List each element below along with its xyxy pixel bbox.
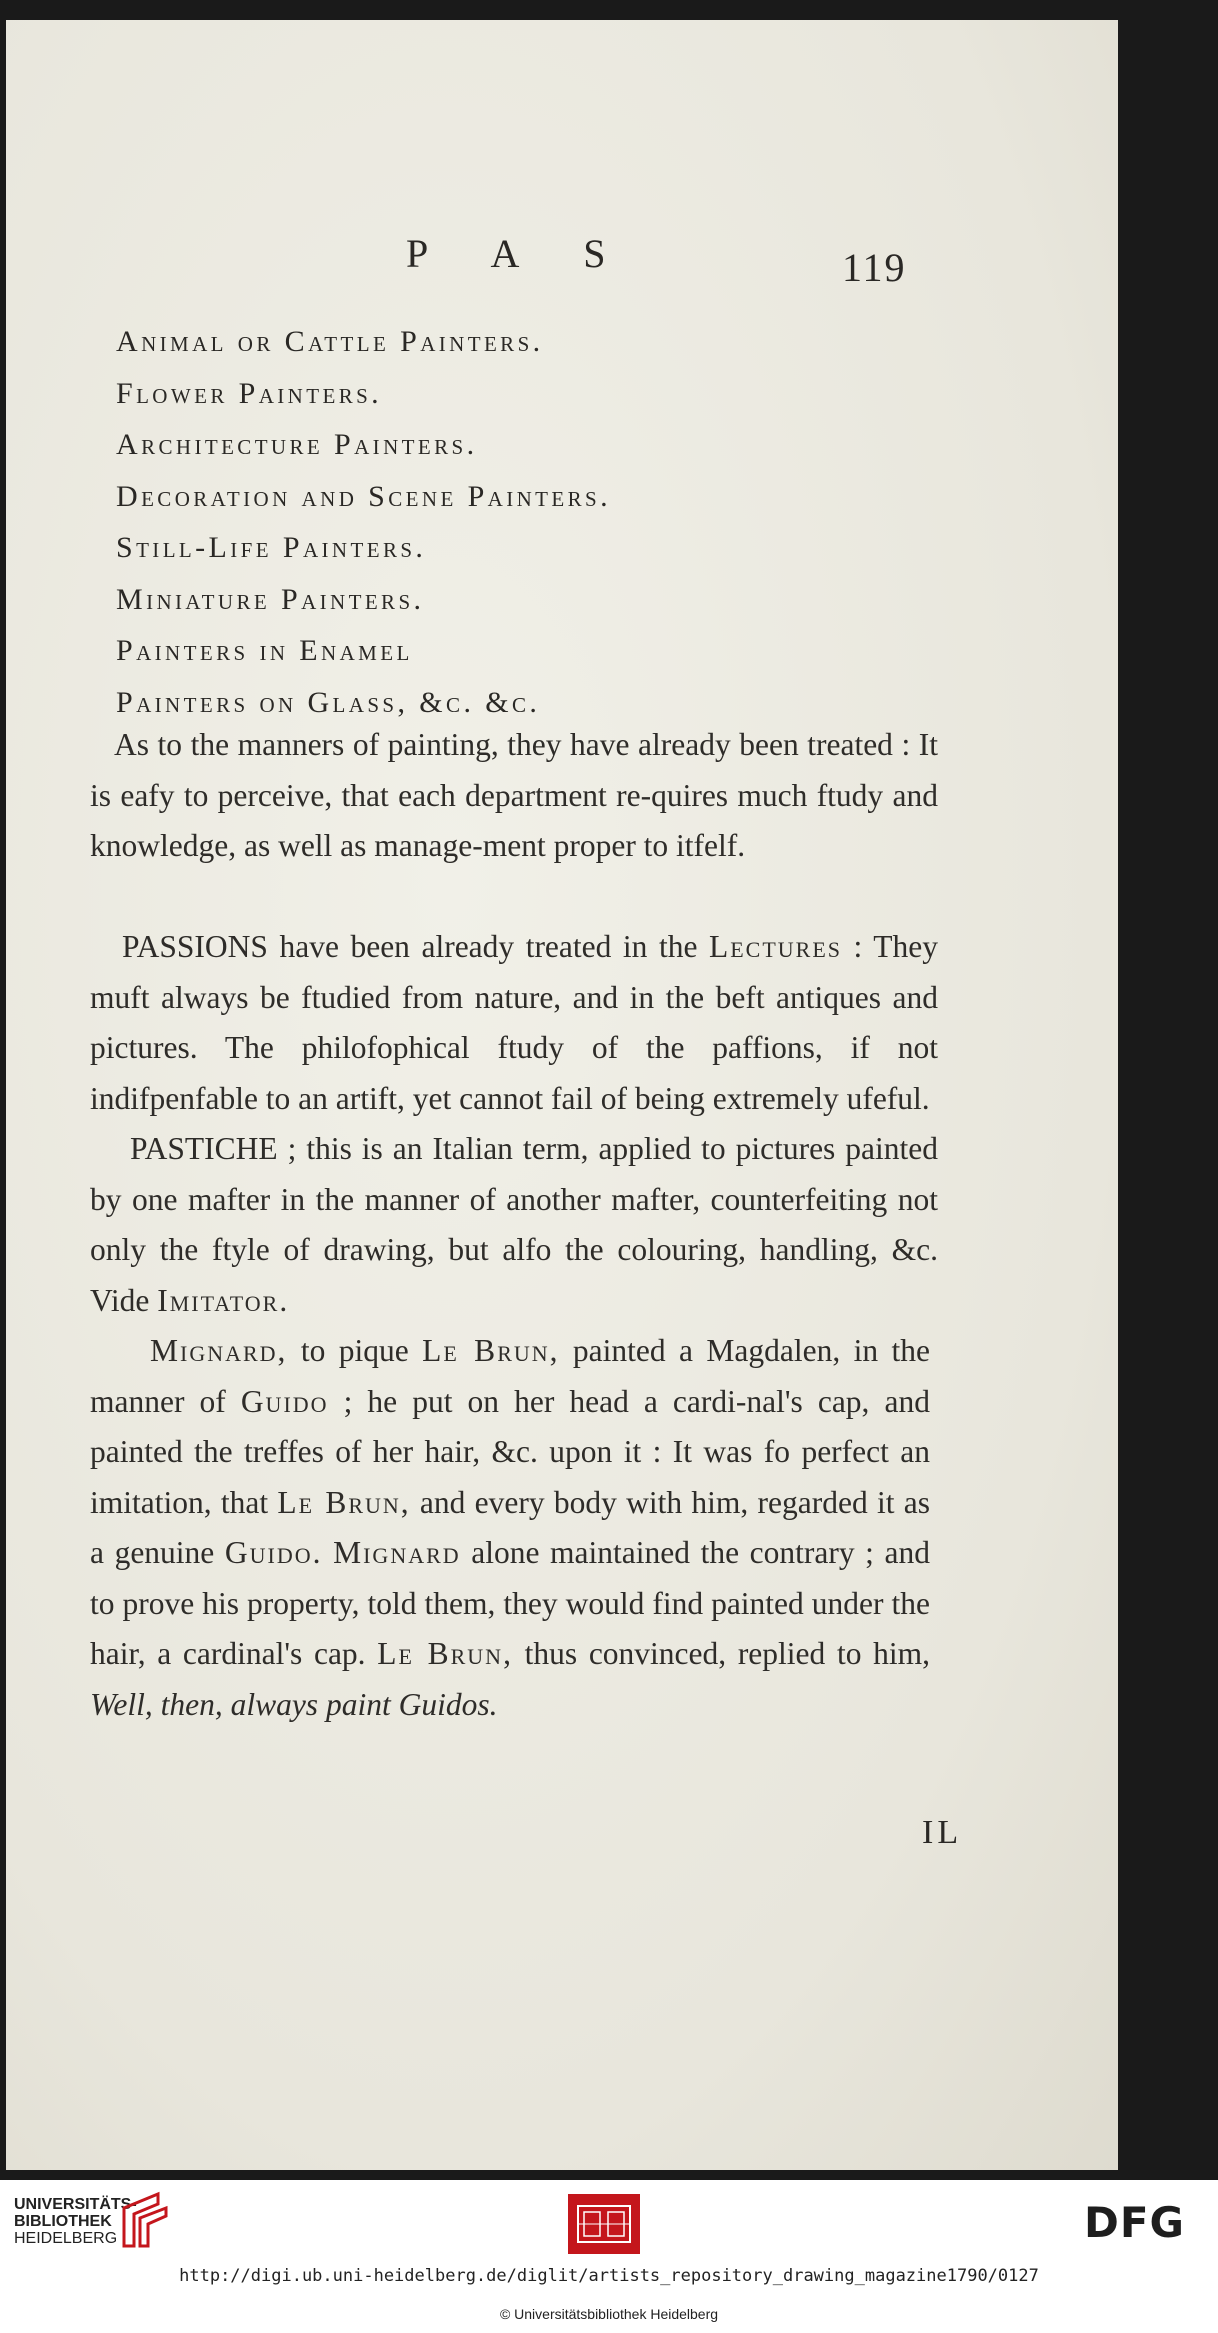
running-head: P A S [406, 231, 634, 276]
list-item: Decoration and Scene Painters. [116, 479, 612, 513]
collection-badge-icon[interactable] [568, 2194, 640, 2254]
person-name: Guido. [224, 1535, 323, 1570]
quotation: Well, then, always paint Guidos. [90, 1686, 498, 1722]
list-item: Still-Life Painters. [116, 531, 427, 564]
dfg-logo[interactable]: DFG [1084, 2198, 1186, 2247]
book-page [6, 20, 1118, 2170]
library-emblem-icon [118, 2190, 172, 2250]
logo-line: UNIVERSITÄTS- [14, 2196, 137, 2213]
paragraph-text: and every body with him, regarded it as a genuine [90, 1484, 931, 1570]
copyright-notice: © Universitätsbibliothek Heidelberg [499, 2306, 719, 2322]
list-item: Painters on Glass, &c. &c. [116, 685, 541, 719]
paragraph-text: to pique [287, 1333, 423, 1368]
list-item: Miniature Painters. [116, 582, 425, 616]
person-name: Mignard, [150, 1333, 288, 1368]
paragraph-text: : They muft always be ftudied from nature, and in the beft antiques and pictures. The philofophical ftudy of the paffions, if not indifpenfable to an artift, yet cannot fail of being extremely ufeful. [90, 929, 939, 1116]
list-item: Animal or Cattle Painters. [116, 325, 544, 358]
cross-reference: Imitator. [157, 1282, 290, 1318]
permalink[interactable]: http://digi.ub.uni-heidelberg.de/diglit/artists_repository_drawing_magazine1790/0127 [179, 2266, 1039, 2286]
person-name: Le Brun, [377, 1636, 513, 1671]
logo-line: BIBLIOTHEK [14, 2213, 112, 2230]
paragraph-text: As to the manners of painting, they have already been treated : It is eafy to perceive, that each department re-quires much ftudy and knowledge, as well as manage-ment proper to itfelf. [90, 727, 938, 863]
paragraph-text: ; he put on her head a cardi-nal's cap, and painted the treffes of her hair, &c. upon it : It was fo perfect an imitation, that [90, 1383, 930, 1520]
page-header [6, 230, 1118, 290]
cross-reference: Lectures [708, 929, 843, 964]
list-item: Flower Painters. [116, 376, 383, 410]
paragraph-text: painted a Magdalen, in the manner of [90, 1333, 931, 1419]
person-name: Mignard [333, 1535, 461, 1570]
paragraph-manners [90, 720, 938, 872]
paragraph-mignard [90, 1326, 930, 1730]
person-name: Guido [240, 1383, 329, 1419]
paragraph-pastiche [90, 1124, 938, 1326]
list-item: Architecture Painters. [116, 428, 478, 461]
paragraph-text: alone maintained the contrary ; and to prove his property, told them, they would find painted under the hair, a cardinal's cap. [90, 1535, 931, 1671]
paragraph-text: ; this is an Italian term, applied to pictures painted by one mafter in the manner of another mafter, counterfeiting not only the ftyle of drawing, but alfo the colouring, handling, &c. Vide [90, 1131, 938, 1318]
paragraph-text: thus convinced, replied to him, [512, 1636, 931, 1671]
badge-pattern-icon [574, 2200, 634, 2248]
painter-categories-list [116, 316, 611, 728]
entry-headword: PASTICHE [130, 1131, 278, 1166]
paragraph-passions [90, 922, 938, 1124]
paragraph-text: have been already treated in the [267, 929, 709, 964]
entry-headword: PASSIONS [122, 929, 268, 964]
page-number: 119 [842, 245, 907, 290]
person-name: Le Brun, [277, 1484, 411, 1520]
list-item: Painters in Enamel [116, 634, 413, 667]
person-name: Le Brun, [422, 1333, 560, 1368]
catchword: IL [922, 1814, 963, 1851]
logo-line: HEIDELBERG [14, 2230, 118, 2247]
